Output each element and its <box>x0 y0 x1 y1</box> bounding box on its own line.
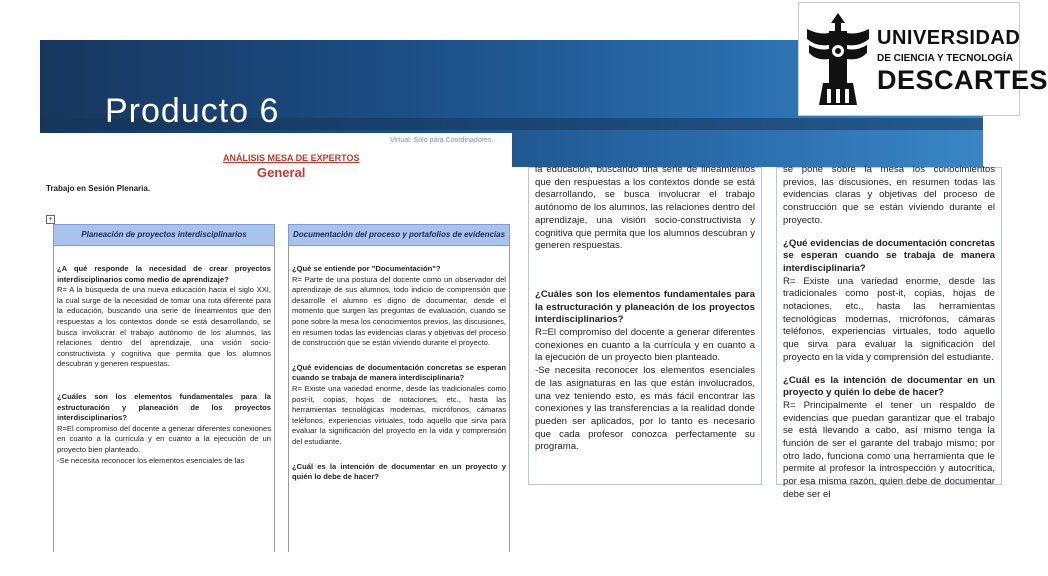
doc-subheading: General <box>257 165 306 180</box>
eagle-emblem-icon <box>805 9 871 109</box>
planning-question-1: ¿A qué responde la necesidad de crear proyectos interdisciplinarios como medio de aprendizaje? <box>57 264 271 284</box>
planning-column <box>53 224 275 552</box>
documentation-zoom-question-3: ¿Cuál es la intención de documentar en un proyecto y quién lo debe de hacer? <box>783 374 995 399</box>
documentation-question-2: ¿Qué evidencias de documentación concretas se esperan cuando se trabaja de manera interdisciplinaria? <box>292 362 506 383</box>
planning-zoom-answer-2: R=El compromiso del docente a generar diferentes conexiones en cuanto a la currícula y en cuanto a la ejecución de un proyecto bien planteado. <box>535 327 755 364</box>
documentation-answer-1: R= Parte de una postura del docente como un observador del aprendizaje de sus alumnos, todo indicio de comprensión que desarrolle el alumno es digno de documentar, desde el momento que surgen las preguntas de evaluación, cuando se pone sobre la mesa los conocimientos previos, las discusiones, en resumen todas las evidencias claras y objetivas del proceso de construcción que se están viviendo durante el proyecto. <box>292 274 506 348</box>
planning-zoom-answer-2b: -Se necesita reconocer los elementos esenciales de las asignaturas en las que están involucrados, una vez teniendo esto, es más fácil encontrar las conexiones y las transferencias a la realidad donde pueden ser aplicados, por lo tanto es necesario que cada profesor conozca perfectamente su programa. <box>535 365 755 453</box>
documentation-column-body <box>288 246 510 552</box>
planning-column-body <box>53 246 275 552</box>
documentation-answer-2: R= Existe una variedad enorme, desde las tradicionales como post-it, copias, hojas de notaciones, etc., hasta las herramientas tecnológicas modernas, micrófonos, cámaras teléfonos, experiencias virtuales, todo aquello que sirva para evaluar la significación del proyecto en la vida y comprensión del estudiante. <box>292 383 506 446</box>
logo-line-ciencia: DE CIENCIA Y TECNOLOGÍA <box>877 53 1013 64</box>
planning-answer-1: R= A la búsqueda de una nueva educación hacia el siglo XXI, la cual surge de la necesidad de tomar una ruta diferente para la educación, buscando una serie de lineamientos que den respuestas a los contextos donde se está desarrollando, se busca involucrar el trabajo autónomo de los alumnos, las relaciones dentro del aprendizaje, una visión socio-constructivista y cognitiva que permita que los alumnos descubran y generen respuestas. <box>57 285 271 369</box>
logo-line-universidad: UNIVERSIDAD <box>877 27 1021 49</box>
logo-line-descartes: DESCARTES <box>877 65 1048 95</box>
documentation-question-1: ¿Qué se entiende por "Documentación"? <box>292 264 441 273</box>
university-logo <box>798 2 1048 116</box>
document-snapshot-main <box>40 133 512 513</box>
documentation-column-header: Documentación del proceso y portafolios de evidencias <box>288 224 510 246</box>
documentation-zoom-answer-3: R= Principalmente el tener un respaldo de evidencias que puedan garantizar que el trabajo se está llevando a cabo, así mismo tenga la función de ser el garante del trabajo mismo; por otro lado, funciona como una herramienta que le permite al profesor la introspección y autocrítica, por esa misma razón, quien debe de documentar debe ser el <box>783 399 995 500</box>
planning-question-2: ¿Cuáles son los elementos fundamentales para la estructuración y planeación de los proyectos interdisciplinarios? <box>57 391 271 423</box>
document-snapshot-planning-zoom <box>528 164 762 485</box>
table-expand-icon: + <box>46 215 55 224</box>
doc-note: Virtual: Sólo para Coordinadores. <box>390 137 494 144</box>
planning-zoom-paragraph-1: la educación, buscando una serie de lineamientos que den respuestas a los contextos donde se está desarrollando, se busca involucrar el trabajo autónomo de los alumnos, las relaciones dentro del aprendizaje, una visión socio-constructivista y cognitiva que permita que los alumnos descubran y generen respuestas. <box>535 164 755 252</box>
planning-answer-2b: -Se necesita reconocer los elementos esenciales de las <box>57 455 245 465</box>
documentation-column <box>288 224 510 552</box>
slide-title: Producto 6 <box>105 92 280 130</box>
planning-column-header: Planeación de proyectos interdisciplinarios <box>53 224 275 246</box>
doc-heading: ANÁLISIS MESA DE EXPERTOS <box>223 153 360 163</box>
documentation-zoom-paragraph-1: se pone sobre la mesa los conocimientos previos, las discusiones, en resumen todas las evidencias claras y objetivas del proceso de construcción que se están viviendo durante el proyecto. <box>783 164 995 226</box>
planning-answer-2: R=El compromiso del docente a generar diferentes conexiones en cuanto a la currícula y en cuanto a la ejecución de un proyecto bien planteado. <box>57 423 271 454</box>
documentation-question-3: ¿Cuál es la intención de documentar en un proyecto y quién lo debe de hacer? <box>292 461 506 482</box>
documentation-zoom-question-2: ¿Qué evidencias de documentación concretas se esperan cuando se trabaja de manera interdisciplinaria? <box>783 237 995 274</box>
doc-session-label: Trabajo en Sesión Plenaria. <box>46 184 151 193</box>
documentation-zoom-answer-2: R= Existe una variedad enorme, desde las tradicionales como post-it, copias, hojas de notaciones, etc., hasta las herramientas tecnológicas modernas, micrófonos, cámaras teléfonos, experiencias virtuales, todo aquello que sirva para evaluar la significación del proyecto en la vida y comprensión del estudiante. <box>783 275 995 363</box>
document-snapshot-documentation-zoom <box>776 164 1002 500</box>
planning-zoom-question-2: ¿Cuáles son los elementos fundamentales para la estructuración y planeación de los proyectos interdisciplinarios? <box>535 288 755 326</box>
